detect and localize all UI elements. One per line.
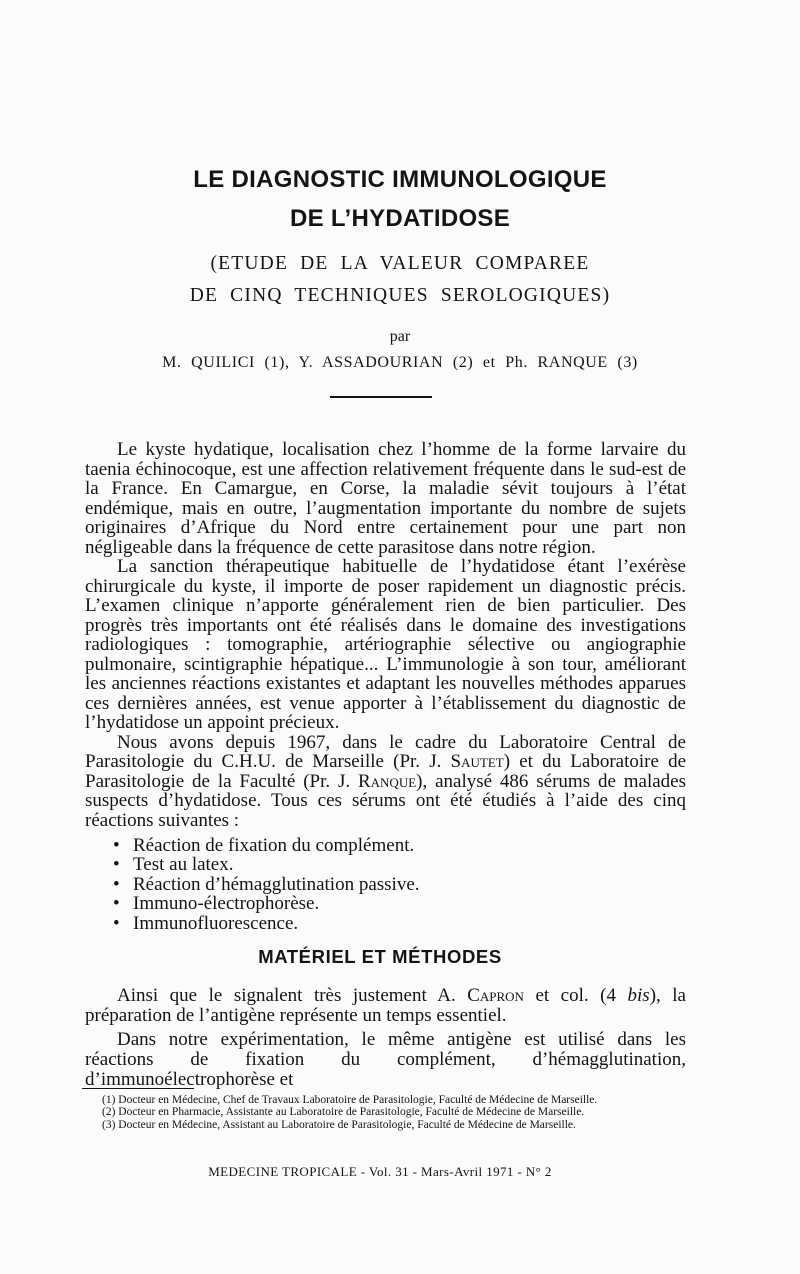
intro-paragraph-3: Nous avons depuis 1967, dans le cadre du Laboratoire Central de Parasitologie du C.H.U. de Marseille (Pr. J. Sautet) et du Laboratoire de Parasitologie de la Faculté (Pr. J. Ranque), analysé 486 sérums de malades suspects d’hydatidose. Tous ces sérums ont été étudiés à l’aide des cinq réactions suivantes :: [85, 731, 687, 831]
list-item: • Test au latex.: [113, 855, 420, 874]
list-item: • Réaction de fixation du complément.: [113, 836, 420, 855]
article-subtitle-line2: DE CINQ TECHNIQUES SEROLOGIQUES): [189, 285, 611, 306]
by-label: par: [389, 328, 411, 345]
intro-paragraph-1: Le kyste hydatique, localisation chez l’homme de la forme larvaire du taenia échinocoque, est une affection relativement fréquente dans le sud-est de la France. En Camargue, en Corse, la maladie sévit toujours à l’état endémique, mais en outre, l’augmentation importante du nombre de sujets originaires d’Afrique du Nord entre certainement pour une part non négligeable dans la fréquence de cette parasitose dans notre région.: [85, 439, 686, 558]
footnote-3: (3) Docteur en Médecine, Assistant au Laboratoire de Parasitologie, Faculté de Médecine de Marseille.: [102, 1118, 576, 1131]
article-title-line1: LE DIAGNOSTIC IMMUNOLOGIQUE: [193, 166, 607, 193]
methods-paragraph-2: Dans notre expérimentation, le même antigène est utilisé dans les réactions de fixation du complément, d’hémagglutination, d’immunoélectrophorèse et: [85, 1029, 686, 1090]
author-name-sautet: Sautet: [450, 751, 504, 772]
methods-section: [85, 986, 686, 1090]
footnotes: [82, 1094, 688, 1131]
footnote-2: (2) Docteur en Pharmacie, Assistante au Laboratoire de Parasitologie, Faculté de Médecine de Marseille.: [102, 1106, 585, 1119]
title-divider: [330, 396, 432, 398]
list-item: • Immunofluorescence.: [113, 914, 420, 933]
article-subtitle-line1: (ETUDE DE LA VALEUR COMPAREE: [210, 253, 590, 274]
section-heading: MATÉRIEL ET MÉTHODES: [258, 946, 502, 967]
introduction: [85, 440, 686, 830]
footnote-divider: [82, 1088, 194, 1089]
author-name-capron: Capron: [467, 985, 524, 1006]
author-name-ranque: Ranque: [357, 770, 417, 792]
list-item: • Immuno-électrophorèse.: [113, 894, 420, 913]
bis-italic: bis: [627, 985, 650, 1006]
intro-paragraph-2: La sanction thérapeutique habituelle de l’hydatidose étant l’exérèse chirurgicale du kyste, il importe de poser rapidement un diagnostic précis. L’examen clinique n’apporte généralement rien de bien particulier. Des progrès très importants ont été réalisés dans le domaine des investigations radiologiques : tomographie, artériographie sélective ou angiographie pulmonaire, scintigraphie hépatique... L’immunologie à son tour, améliorant les anciennes réactions existantes et adaptant les nouvelles méthodes apparues ces dernières années, est venue apporter à l’établissement du diagnostic de l’hydatidose un appoint précieux.: [85, 556, 686, 733]
article-title-line2: DE L’HYDATIDOSE: [289, 205, 511, 232]
footnote-1: (1) Docteur en Médecine, Chef de Travaux Laboratoire de Parasitologie, Faculté de Médecine de Marseille.: [102, 1094, 598, 1106]
journal-footer: MEDECINE TROPICALE - Vol. 31 - Mars-Avril 1971 - N° 2: [208, 1164, 552, 1179]
reaction-list: [113, 836, 420, 933]
list-item: • Réaction d’hémagglutination passive.: [113, 875, 420, 894]
authors: M. QUILICI (1), Y. ASSADOURIAN (2) et Ph. RANQUE (3): [162, 354, 638, 371]
methods-paragraph-1: Ainsi que le signalent très justement A. Capron et col. (4 bis), la préparation de l’antigène représente un temps essentiel.: [85, 985, 686, 1026]
